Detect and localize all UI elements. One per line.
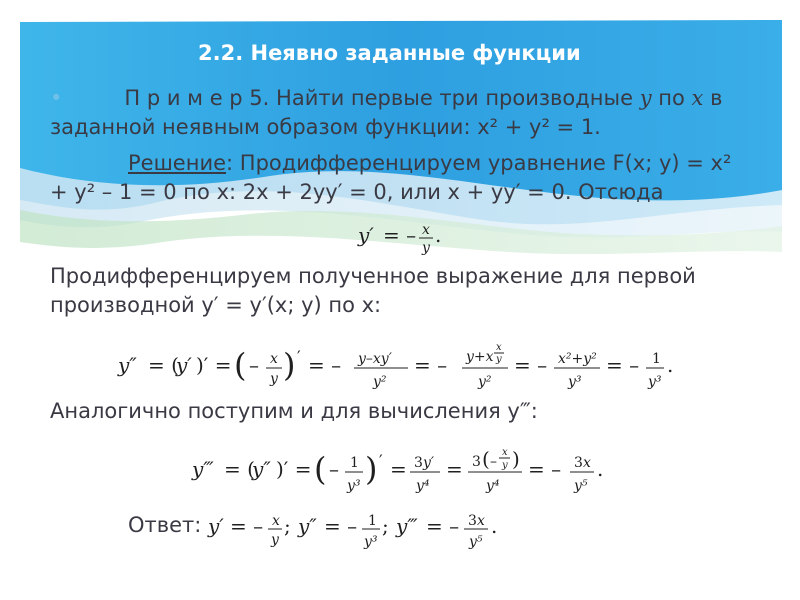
svg-text:= –: = – [324, 514, 358, 538]
svg-text:y″: y″ [298, 514, 317, 538]
svg-text:y′: y′ [423, 455, 435, 471]
svg-text:;: ; [382, 514, 389, 538]
svg-text:=: = [446, 457, 463, 481]
svg-text:= –: = – [230, 514, 264, 538]
svg-text:x: x [272, 513, 280, 529]
svg-text:.: . [597, 457, 604, 481]
svg-text:3: 3 [472, 454, 481, 470]
svg-text:.: . [491, 514, 498, 538]
svg-text:= –: = – [514, 353, 548, 377]
slide-title: 2.2. Неявно заданные функции [198, 41, 581, 65]
svg-text:3: 3 [574, 455, 583, 471]
svg-text:)′ =: )′ = [196, 353, 232, 377]
svg-text:y³: y³ [568, 374, 582, 390]
svg-text:′: ′ [379, 451, 383, 470]
svg-text:)′ =: )′ = [276, 457, 312, 481]
svg-text:y³: y³ [648, 374, 662, 390]
svg-text:): ) [365, 450, 378, 488]
svg-text:–: – [329, 457, 339, 481]
solution-line-2 [50, 180, 664, 204]
svg-text:x: x [477, 513, 485, 529]
svg-text:x: x [583, 455, 591, 471]
bullet: • [50, 86, 63, 110]
svg-text:= –: = – [528, 457, 562, 481]
svg-text:y³: y³ [364, 534, 378, 550]
svg-text:1: 1 [368, 513, 377, 529]
paragraph2-line-2: производной y′ = y′(x; y) по x: [50, 293, 382, 317]
solution-line-2-text: + y² – 1 = 0 по x: 2x + 2yy′ = 0, или x + yy′ = 0. Отсюда [50, 180, 664, 204]
svg-text:.: . [435, 223, 442, 247]
example-line-2 [50, 115, 601, 139]
example-label: П р и м е р 5. [124, 86, 270, 110]
example-line-2-text: заданной неявным образом функции: [50, 115, 471, 139]
svg-text:′: ′ [297, 347, 301, 366]
formula-y2 [116, 328, 696, 400]
svg-text:= –: = – [414, 353, 448, 377]
svg-text:y′: y′ [176, 353, 192, 377]
svg-text:y″: y″ [252, 457, 271, 481]
svg-text:3: 3 [468, 513, 477, 529]
svg-text:x: x [496, 342, 502, 353]
svg-text:–: – [490, 454, 497, 470]
svg-text:y³: y³ [347, 478, 361, 494]
svg-text:y⁴: y⁴ [416, 478, 430, 494]
svg-text:y′: y′ [358, 223, 374, 247]
svg-text:): ) [283, 346, 296, 384]
svg-text:y+x: y+x [466, 349, 494, 365]
paragraph2-line-1: Продифференцируем полученное выражение для первой [50, 264, 696, 288]
svg-text:y: y [496, 354, 502, 365]
svg-text:= –: = – [426, 514, 460, 538]
svg-text:y: y [271, 532, 279, 548]
svg-text:3: 3 [414, 455, 423, 471]
svg-text:(: ( [234, 346, 247, 384]
svg-text:x: x [422, 222, 430, 238]
svg-text:y: y [502, 460, 508, 471]
svg-text:(: ( [482, 447, 490, 471]
svg-text:x²+y²: x²+y² [558, 351, 597, 367]
svg-text:y: y [270, 371, 278, 387]
svg-text:=: = [390, 457, 407, 481]
word-v: в [710, 86, 723, 110]
word-po: по [658, 86, 685, 110]
solution-func: F(x; y) = x² [612, 151, 732, 175]
solution-line-1 [50, 151, 731, 175]
var-y: y [639, 86, 652, 110]
svg-text:x: x [502, 447, 508, 458]
formula-answer [206, 500, 526, 560]
example-equation: x² + y² = 1. [477, 115, 601, 139]
formula-y1 [356, 212, 456, 262]
svg-text:= –: = – [606, 353, 640, 377]
svg-text:1: 1 [350, 455, 359, 471]
svg-text:y⁵: y⁵ [574, 478, 588, 494]
answer-label: Ответ: [128, 513, 202, 537]
svg-text:;: ; [284, 514, 291, 538]
svg-text:y⁵: y⁵ [469, 534, 483, 550]
svg-text:y‴: y‴ [396, 514, 418, 538]
solution-text: : Продифференцируем уравнение [226, 151, 606, 175]
svg-text:1: 1 [652, 351, 661, 367]
svg-text:y²: y² [478, 374, 492, 390]
svg-text:–: – [249, 353, 259, 377]
svg-text:y‴: y‴ [192, 457, 214, 481]
example-line-1 [50, 86, 722, 110]
paragraph3-line-1: Аналогично поступим и для вычисления y‴: [50, 399, 538, 423]
svg-text:y″: y″ [118, 353, 137, 377]
svg-text:y⁴: y⁴ [486, 478, 500, 494]
svg-text:y–xy′: y–xy′ [358, 351, 392, 367]
svg-text:.: . [667, 353, 674, 377]
svg-text:= (: = ( [148, 353, 179, 377]
svg-text:x: x [270, 351, 278, 367]
svg-text:y: y [422, 240, 430, 256]
svg-text:y′: y′ [208, 514, 224, 538]
svg-text:(: ( [314, 450, 327, 488]
solution-label: Решение [128, 151, 227, 175]
svg-text:= –: = – [308, 353, 342, 377]
var-x: x [691, 86, 704, 110]
example-text: Найти первые три производные [276, 86, 634, 110]
svg-text:= (: = ( [224, 457, 255, 481]
svg-text:): ) [512, 447, 520, 471]
formula-y3 [190, 432, 630, 504]
svg-text:= –: = – [383, 223, 417, 247]
svg-text:y²: y² [373, 374, 387, 390]
